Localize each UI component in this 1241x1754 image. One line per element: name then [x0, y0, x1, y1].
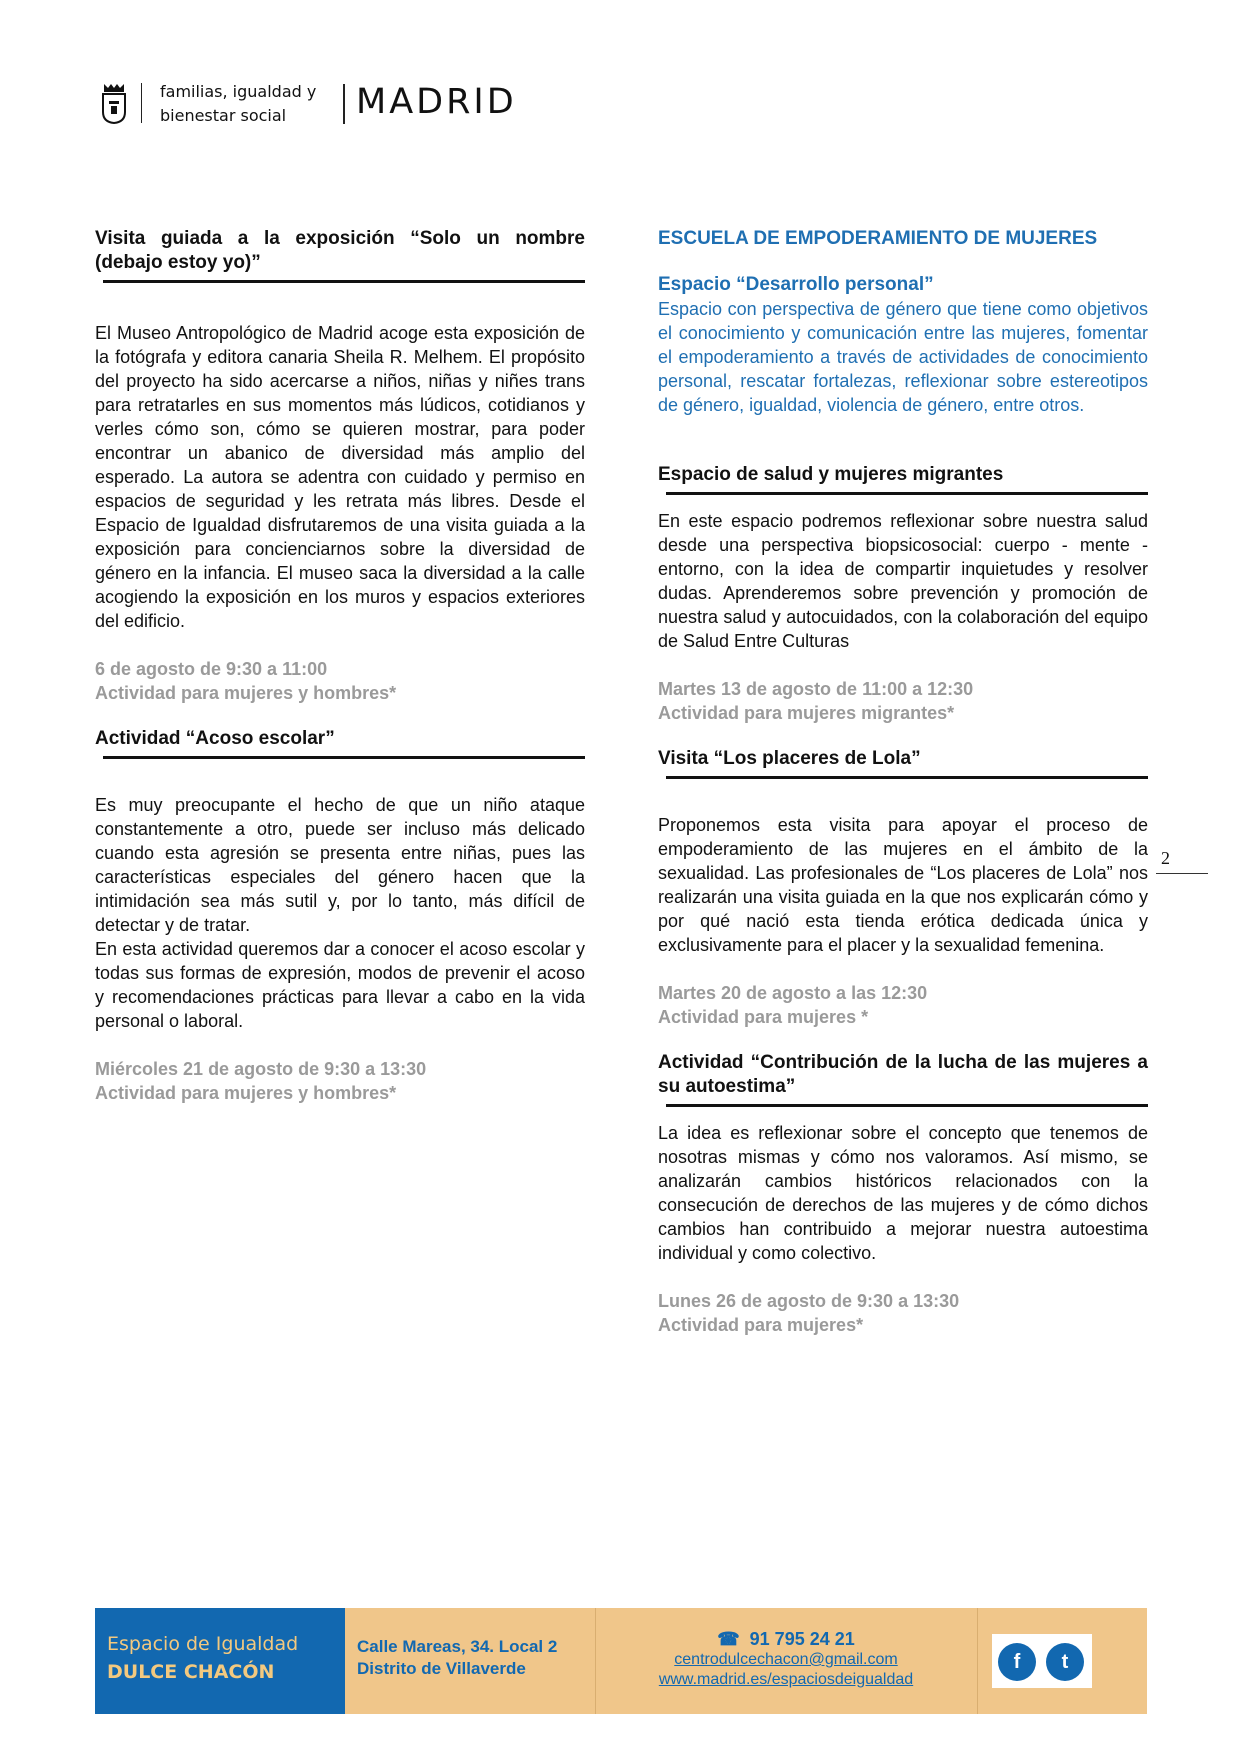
email-link[interactable]: centrodulcechacon@gmail.com	[674, 1651, 898, 1668]
madrid-crest-icon	[101, 82, 127, 124]
department-name: familias, igualdad y	[160, 82, 317, 101]
header-divider	[343, 84, 345, 124]
address-line: Distrito de Villaverde	[357, 1659, 526, 1678]
website-link[interactable]: www.madrid.es/espaciosdeigualdad	[658, 1671, 914, 1688]
event-audience: Actividad para mujeres y hombres*	[95, 683, 397, 703]
section-bullying	[95, 727, 585, 1105]
right-column	[658, 227, 1148, 1337]
intro-body: Espacio con perspectiva de género que tiene como objetivos el conocimiento y comunicación entre las mujeres, fomentar el empoderamiento a través de actividades de conocimiento personal, rescatar fortalezas, reflexionar sobre estereotipos de género, igualdad, violencia de género, entre otros.	[658, 299, 1148, 415]
event-audience: Actividad para mujeres *	[658, 1007, 869, 1027]
event-audience: Actividad para mujeres migrantes*	[658, 703, 955, 723]
event-date: Martes 20 de agosto a las 12:30	[658, 983, 928, 1003]
section-health	[658, 463, 1148, 725]
phone-icon: ☎	[717, 1629, 740, 1649]
event-audience: Actividad para mujeres*	[658, 1315, 864, 1335]
phone-number	[596, 1628, 976, 1650]
city-logo-text: MADRID	[356, 82, 517, 122]
twitter-icon[interactable]: t	[1046, 1643, 1084, 1681]
footer-contact	[596, 1628, 976, 1690]
event-date: Martes 13 de agosto de 11:00 a 12:30	[658, 679, 974, 699]
event-date: 6 de agosto de 9:30 a 11:00	[95, 659, 328, 679]
section-body: En esta actividad queremos dar a conocer el acoso escolar y todas sus formas de expresión, modos de prevenir el acoso y recomendaciones prácticas para llevar a cabo en la vida personal o laboral.	[95, 939, 585, 1031]
title-underline	[666, 1104, 1148, 1107]
department-name: bienestar social	[160, 106, 287, 125]
section-selfesteem	[658, 1051, 1148, 1337]
section-title: Espacio de salud y mujeres migrantes	[658, 464, 1004, 485]
header-divider	[141, 83, 142, 123]
event-date: Lunes 26 de agosto de 9:30 a 13:30	[658, 1291, 960, 1311]
phone-text: 91 795 24 21	[749, 1629, 855, 1649]
school-heading: ESCUELA DE EMPODERAMIENTO DE MUJERES	[658, 228, 1098, 249]
title-underline	[103, 280, 585, 283]
section-lola	[658, 747, 1148, 1029]
section-title: Actividad “Acoso escolar”	[95, 728, 335, 749]
title-underline	[103, 756, 585, 759]
section-body: La idea es reflexionar sobre el concepto que tenemos de nosotras mismas y cómo nos valoramos. Así mismo, se analizarán cambios históricos relacionados con la consecución de derechos de las mujeres y de cómo dichos cambios han contribuido a mejorar nuestra autoestima individual y como colectivo.	[658, 1123, 1148, 1263]
section-title: Visita “Los placeres de Lola”	[658, 748, 921, 769]
section-title: Visita guiada a la exposición “Solo un nombre (debajo estoy yo)”	[95, 228, 585, 273]
title-underline	[666, 492, 1148, 495]
section-body: Proponemos esta visita para apoyar el proceso de empoderamiento de las mujeres en el ámbito de la sexualidad. Las profesionales de “Los placeres de Lola” nos realizarán una visita guiada en la que nos explicarán cómo y por qué nació esta tienda erótica dedicada única y exclusivamente para el placer y la sexualidad femenina.	[658, 815, 1148, 955]
event-audience: Actividad para mujeres y hombres*	[95, 1083, 397, 1103]
left-column	[95, 227, 585, 1105]
intro-title: Espacio “Desarrollo personal”	[658, 274, 934, 295]
section-expo	[95, 227, 585, 705]
footer-brand	[95, 1608, 345, 1714]
page-number: 2	[1161, 848, 1170, 868]
footer-address	[357, 1636, 557, 1680]
address-line: Calle Mareas, 34. Local 2	[357, 1637, 558, 1656]
section-body: El Museo Antropológico de Madrid acoge esta exposición de la fotógrafa y editora canaria Sheila R. Melhem. El propósito del proyecto ha sido acercarse a niños, niñas y niñes trans para retratarles en sus momentos más lúdicos, cotidianos y verles cómo son, cómo se quieren mostrar, para poder encontrar un abanico de diversidad más amplio del esperado. La autora se adentra con cuidado y permiso en espacios de seguridad y les retrata más libres. Desde el Espacio de Igualdad disfrutaremos de una visita guiada a la exposición para concienciarnos sobre la diversidad de género en la infancia. El museo saca la diversidad a la calle acogiendo la exposición en los muros y espacios exteriores del edificio.	[95, 323, 585, 631]
brand-name: Espacio de Igualdad	[107, 1633, 299, 1655]
event-date: Miércoles 21 de agosto de 9:30 a 13:30	[95, 1059, 427, 1079]
title-underline	[666, 776, 1148, 779]
social-links	[992, 1634, 1092, 1688]
footer-divider	[977, 1608, 978, 1714]
facebook-icon[interactable]: f	[998, 1643, 1036, 1681]
section-body: En este espacio podremos reflexionar sobre nuestra salud desde una perspectiva biopsicosocial: cuerpo - mente - entorno, con la idea de compartir inquietudes y resolver dudas. Aprenderemos sobre prevención y promoción de nuestra salud y autocuidados, con la colaboración del equipo de Salud Entre Culturas	[658, 511, 1148, 651]
page-number-rule	[1156, 873, 1208, 874]
section-title: Actividad “Contribución de la lucha de las mujeres a su autoestima”	[658, 1052, 1148, 1097]
brand-name: DULCE CHACÓN	[107, 1661, 275, 1683]
section-body: Es muy preocupante el hecho de que un niño ataque constantemente a otro, puede ser incluso más delicado cuando esta agresión se presenta entre niñas, pues las características especiales del género hacen que la intimidación sea más sutil y, por lo tanto, más difícil de detectar y de tratar.	[95, 795, 585, 935]
